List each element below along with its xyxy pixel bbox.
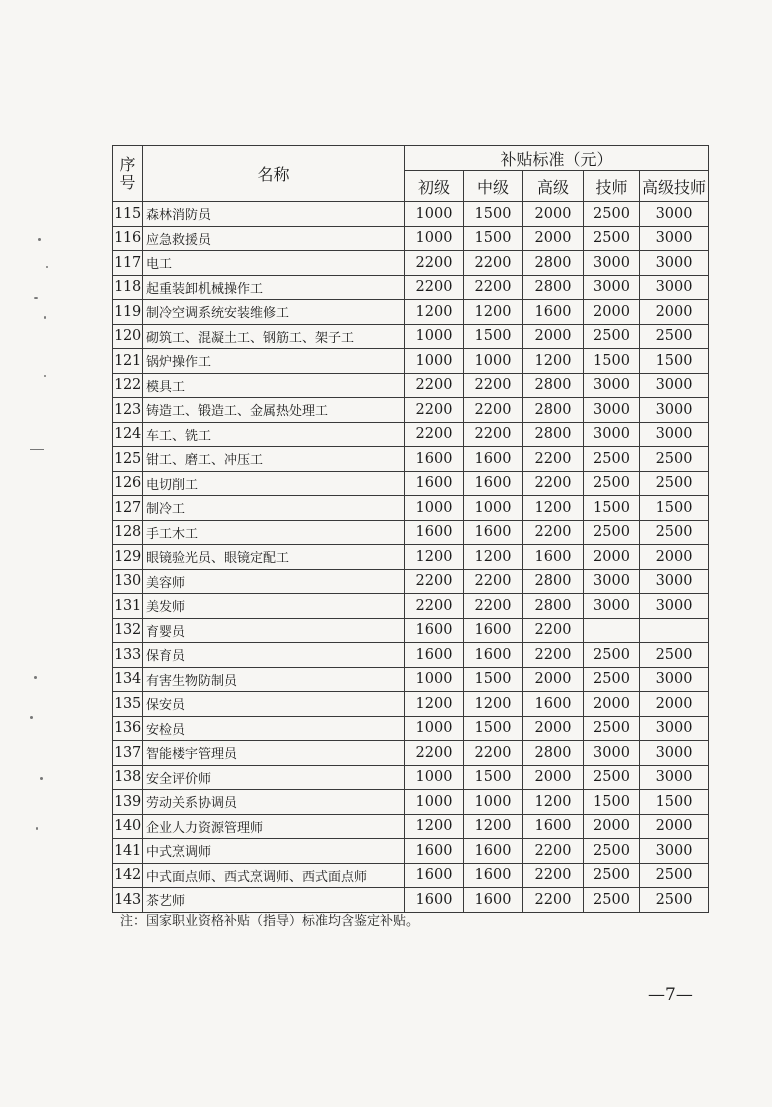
subsidy-value: 1200 [464,545,523,570]
subsidy-value: 2500 [584,324,640,349]
subsidy-value: 1000 [405,790,464,815]
footnote: 注：国家职业资格补贴（指导）标准均含鉴定补贴。 [120,914,420,929]
table-row [113,643,709,668]
subsidy-value: 1600 [405,888,464,913]
table-row [113,520,709,545]
table-row [113,398,709,423]
subsidy-value: 1200 [405,545,464,570]
page-number: —7— [648,985,693,1005]
scan-speck [34,676,37,679]
subsidy-value: 1600 [464,888,523,913]
subsidy-value: 1500 [640,790,709,815]
subsidy-value: 2800 [523,422,584,447]
table-row [113,496,709,521]
row-number: 131 [113,594,143,619]
subsidy-value: 2500 [640,324,709,349]
scan-speck [44,375,46,377]
header-seq-text: 序号 [119,154,136,192]
header-name: 名称 [143,146,405,202]
subsidy-value: 2500 [584,202,640,227]
scan-speck [40,777,43,780]
occupation-name: 有害生物防制员 [143,667,405,692]
subsidy-value: 2200 [405,569,464,594]
scan-speck [44,316,46,319]
table-row [113,251,709,276]
subsidy-value: 2500 [640,520,709,545]
subsidy-value: 1500 [464,202,523,227]
subsidy-value: 2200 [464,398,523,423]
row-number: 130 [113,569,143,594]
subsidy-value: 3000 [640,667,709,692]
occupation-name: 智能楼宇管理员 [143,741,405,766]
row-number: 117 [113,251,143,276]
occupation-name: 电工 [143,251,405,276]
subsidy-value: 2200 [405,373,464,398]
subsidy-value: 1000 [464,496,523,521]
occupation-name: 企业人力资源管理师 [143,814,405,839]
header-level: 高级 [523,171,584,202]
subsidy-value: 2000 [584,692,640,717]
table-header [113,146,709,202]
subsidy-value: 2500 [584,226,640,251]
subsidy-value: 1000 [464,349,523,374]
table-row [113,545,709,570]
table-row [113,618,709,643]
occupation-name: 劳动关系协调员 [143,790,405,815]
subsidy-value: 3000 [640,569,709,594]
subsidy-value: 2000 [523,765,584,790]
scan-speck [46,266,48,268]
table-row [113,569,709,594]
subsidy-value: 3000 [640,422,709,447]
header-level: 技师 [584,171,640,202]
header-level: 初级 [405,171,464,202]
subsidy-value: 2500 [640,447,709,472]
subsidy-value: 1600 [523,545,584,570]
subsidy-value: 2200 [523,863,584,888]
subsidy-value: 2200 [523,618,584,643]
subsidy-value: 2500 [584,520,640,545]
subsidy-value: 2000 [584,300,640,325]
subsidy-value: 1200 [405,814,464,839]
subsidy-value: 2200 [464,569,523,594]
occupation-name: 安检员 [143,716,405,741]
row-number: 118 [113,275,143,300]
row-number: 136 [113,716,143,741]
subsidy-value: 1000 [405,349,464,374]
scan-speck [30,449,44,450]
row-number: 132 [113,618,143,643]
table-row [113,422,709,447]
subsidy-value: 1200 [405,300,464,325]
row-number: 120 [113,324,143,349]
subsidy-value: 3000 [640,741,709,766]
subsidy-value: 2200 [464,422,523,447]
subsidy-value: 1500 [640,349,709,374]
subsidy-value: 1000 [405,496,464,521]
subsidy-value: 2500 [584,839,640,864]
subsidy-value: 2000 [584,545,640,570]
subsidy-value: 2500 [640,643,709,668]
row-number: 142 [113,863,143,888]
subsidy-value: 1500 [464,226,523,251]
subsidy-value: 1200 [523,790,584,815]
subsidy-value: 3000 [640,373,709,398]
subsidy-value: 1200 [523,349,584,374]
occupation-name: 车工、铣工 [143,422,405,447]
subsidy-value: 3000 [584,373,640,398]
subsidy-value: 2800 [523,251,584,276]
subsidy-value [584,618,640,643]
subsidy-value: 3000 [640,398,709,423]
row-number: 135 [113,692,143,717]
subsidy-value: 1500 [584,349,640,374]
table-row [113,471,709,496]
subsidy-value: 1600 [464,447,523,472]
subsidy-value: 3000 [584,398,640,423]
subsidy-value: 2000 [640,300,709,325]
row-number: 137 [113,741,143,766]
table-row [113,863,709,888]
subsidy-value: 1600 [405,643,464,668]
row-number: 123 [113,398,143,423]
subsidy-value: 1000 [405,716,464,741]
scan-speck [38,238,41,241]
subsidy-value: 2200 [405,251,464,276]
subsidy-value: 3000 [584,251,640,276]
subsidy-value: 2000 [523,202,584,227]
occupation-name: 电切削工 [143,471,405,496]
subsidy-value: 1600 [464,839,523,864]
occupation-name: 应急救援员 [143,226,405,251]
subsidy-value: 1000 [405,667,464,692]
row-number: 138 [113,765,143,790]
occupation-name: 锅炉操作工 [143,349,405,374]
subsidy-value: 2500 [584,765,640,790]
subsidy-value: 3000 [640,594,709,619]
subsidy-value: 3000 [640,226,709,251]
subsidy-value: 2200 [464,741,523,766]
subsidy-value: 2800 [523,373,584,398]
subsidy-value: 1000 [405,202,464,227]
occupation-name: 起重装卸机械操作工 [143,275,405,300]
subsidy-value: 2200 [464,251,523,276]
subsidy-value: 1500 [464,324,523,349]
occupation-name: 安全评价师 [143,765,405,790]
occupation-name: 钳工、磨工、冲压工 [143,447,405,472]
subsidy-value: 1600 [405,447,464,472]
table-body [113,202,709,913]
subsidy-value: 2500 [584,643,640,668]
subsidy-value: 3000 [640,765,709,790]
subsidy-value: 3000 [640,716,709,741]
subsidy-value: 2200 [405,398,464,423]
subsidy-value: 2000 [584,814,640,839]
subsidy-value: 2500 [640,863,709,888]
subsidy-value: 1600 [405,863,464,888]
header-group: 补贴标准（元） [405,146,709,171]
subsidy-value: 2200 [523,520,584,545]
subsidy-value: 1600 [464,863,523,888]
subsidy-value: 2200 [405,422,464,447]
occupation-name: 眼镜验光员、眼镜定配工 [143,545,405,570]
occupation-name: 制冷工 [143,496,405,521]
table-row [113,226,709,251]
subsidy-value: 2200 [464,373,523,398]
table-row [113,275,709,300]
subsidy-value: 2200 [523,888,584,913]
subsidy-value: 2200 [523,643,584,668]
subsidy-value: 2000 [640,814,709,839]
subsidy-value: 3000 [640,251,709,276]
occupation-name: 茶艺师 [143,888,405,913]
scan-speck [30,716,33,719]
table-row [113,324,709,349]
table-row [113,447,709,472]
subsidy-value: 2200 [464,594,523,619]
occupation-name: 制冷空调系统安装维修工 [143,300,405,325]
subsidy-value: 1500 [464,716,523,741]
row-number: 126 [113,471,143,496]
table-row [113,300,709,325]
header-level: 高级技师 [640,171,709,202]
subsidy-value: 2500 [640,471,709,496]
subsidy-value: 1600 [523,300,584,325]
subsidy-value: 1600 [405,471,464,496]
subsidy-value: 2200 [464,275,523,300]
occupation-name: 保安员 [143,692,405,717]
row-number: 143 [113,888,143,913]
row-number: 116 [113,226,143,251]
subsidy-value: 3000 [584,594,640,619]
subsidy-value: 1500 [584,496,640,521]
subsidy-value: 2800 [523,594,584,619]
subsidy-value: 3000 [584,569,640,594]
occupation-name: 育婴员 [143,618,405,643]
table-row [113,594,709,619]
subsidy-value: 2000 [523,667,584,692]
subsidy-value: 2200 [405,741,464,766]
subsidy-value: 1000 [405,226,464,251]
table-row [113,790,709,815]
subsidy-value: 2000 [640,545,709,570]
occupation-name: 美容师 [143,569,405,594]
subsidy-table [112,145,709,913]
subsidy-value: 1200 [464,300,523,325]
subsidy-value: 3000 [640,275,709,300]
row-number: 119 [113,300,143,325]
subsidy-value: 1000 [405,324,464,349]
subsidy-value: 1600 [464,618,523,643]
occupation-name: 中式烹调师 [143,839,405,864]
subsidy-value: 2200 [405,594,464,619]
subsidy-value: 2000 [523,226,584,251]
subsidy-value: 2000 [523,324,584,349]
subsidy-value: 2500 [584,667,640,692]
subsidy-value: 1600 [405,839,464,864]
occupation-name: 中式面点师、西式烹调师、西式面点师 [143,863,405,888]
row-number: 125 [113,447,143,472]
subsidy-value: 3000 [640,839,709,864]
subsidy-value: 2500 [584,471,640,496]
table-row [113,716,709,741]
subsidy-value: 2500 [640,888,709,913]
subsidy-value: 2500 [584,863,640,888]
row-number: 141 [113,839,143,864]
subsidy-value: 3000 [584,422,640,447]
row-number: 115 [113,202,143,227]
subsidy-value: 1600 [523,814,584,839]
subsidy-value: 3000 [584,275,640,300]
subsidy-value: 1600 [523,692,584,717]
table-row [113,765,709,790]
table-row [113,839,709,864]
row-number: 122 [113,373,143,398]
subsidy-value: 2200 [523,839,584,864]
row-number: 129 [113,545,143,570]
subsidy-value: 1200 [464,692,523,717]
table-row [113,741,709,766]
table-row [113,349,709,374]
header-seq [113,146,143,202]
subsidy-value: 1600 [464,471,523,496]
subsidy-value: 2500 [584,888,640,913]
subsidy-value: 1600 [405,520,464,545]
subsidy-value: 2000 [523,716,584,741]
occupation-name: 模具工 [143,373,405,398]
table-row [113,202,709,227]
subsidy-value: 1200 [405,692,464,717]
subsidy-value: 1200 [464,814,523,839]
subsidy-value: 1500 [464,765,523,790]
subsidy-value: 1000 [464,790,523,815]
table-row [113,373,709,398]
subsidy-value: 2200 [523,447,584,472]
table-row [113,888,709,913]
subsidy-value: 1600 [464,643,523,668]
scan-speck [34,297,38,299]
row-number: 128 [113,520,143,545]
row-number: 127 [113,496,143,521]
header-level: 中级 [464,171,523,202]
occupation-name: 砌筑工、混凝土工、钢筋工、架子工 [143,324,405,349]
subsidy-value: 1600 [405,618,464,643]
table-row [113,692,709,717]
subsidy-value: 1200 [523,496,584,521]
subsidy-value: 2800 [523,275,584,300]
subsidy-value: 1500 [640,496,709,521]
occupation-name: 森林消防员 [143,202,405,227]
row-number: 139 [113,790,143,815]
subsidy-value: 2800 [523,398,584,423]
subsidy-value: 3000 [640,202,709,227]
row-number: 124 [113,422,143,447]
scan-speck [36,827,38,830]
subsidy-value: 1600 [464,520,523,545]
subsidy-value: 2200 [405,275,464,300]
row-number: 134 [113,667,143,692]
table-row [113,814,709,839]
occupation-name: 铸造工、锻造工、金属热处理工 [143,398,405,423]
subsidy-value: 2500 [584,716,640,741]
subsidy-value: 2200 [523,471,584,496]
occupation-name: 美发师 [143,594,405,619]
subsidy-value [640,618,709,643]
row-number: 121 [113,349,143,374]
subsidy-value: 2500 [584,447,640,472]
subsidy-value: 2000 [640,692,709,717]
subsidy-value: 2800 [523,741,584,766]
subsidy-value: 3000 [584,741,640,766]
occupation-name: 手工木工 [143,520,405,545]
subsidy-value: 1500 [584,790,640,815]
row-number: 133 [113,643,143,668]
subsidy-value: 1000 [405,765,464,790]
occupation-name: 保育员 [143,643,405,668]
subsidy-value: 1500 [464,667,523,692]
subsidy-value: 2800 [523,569,584,594]
row-number: 140 [113,814,143,839]
table-row [113,667,709,692]
